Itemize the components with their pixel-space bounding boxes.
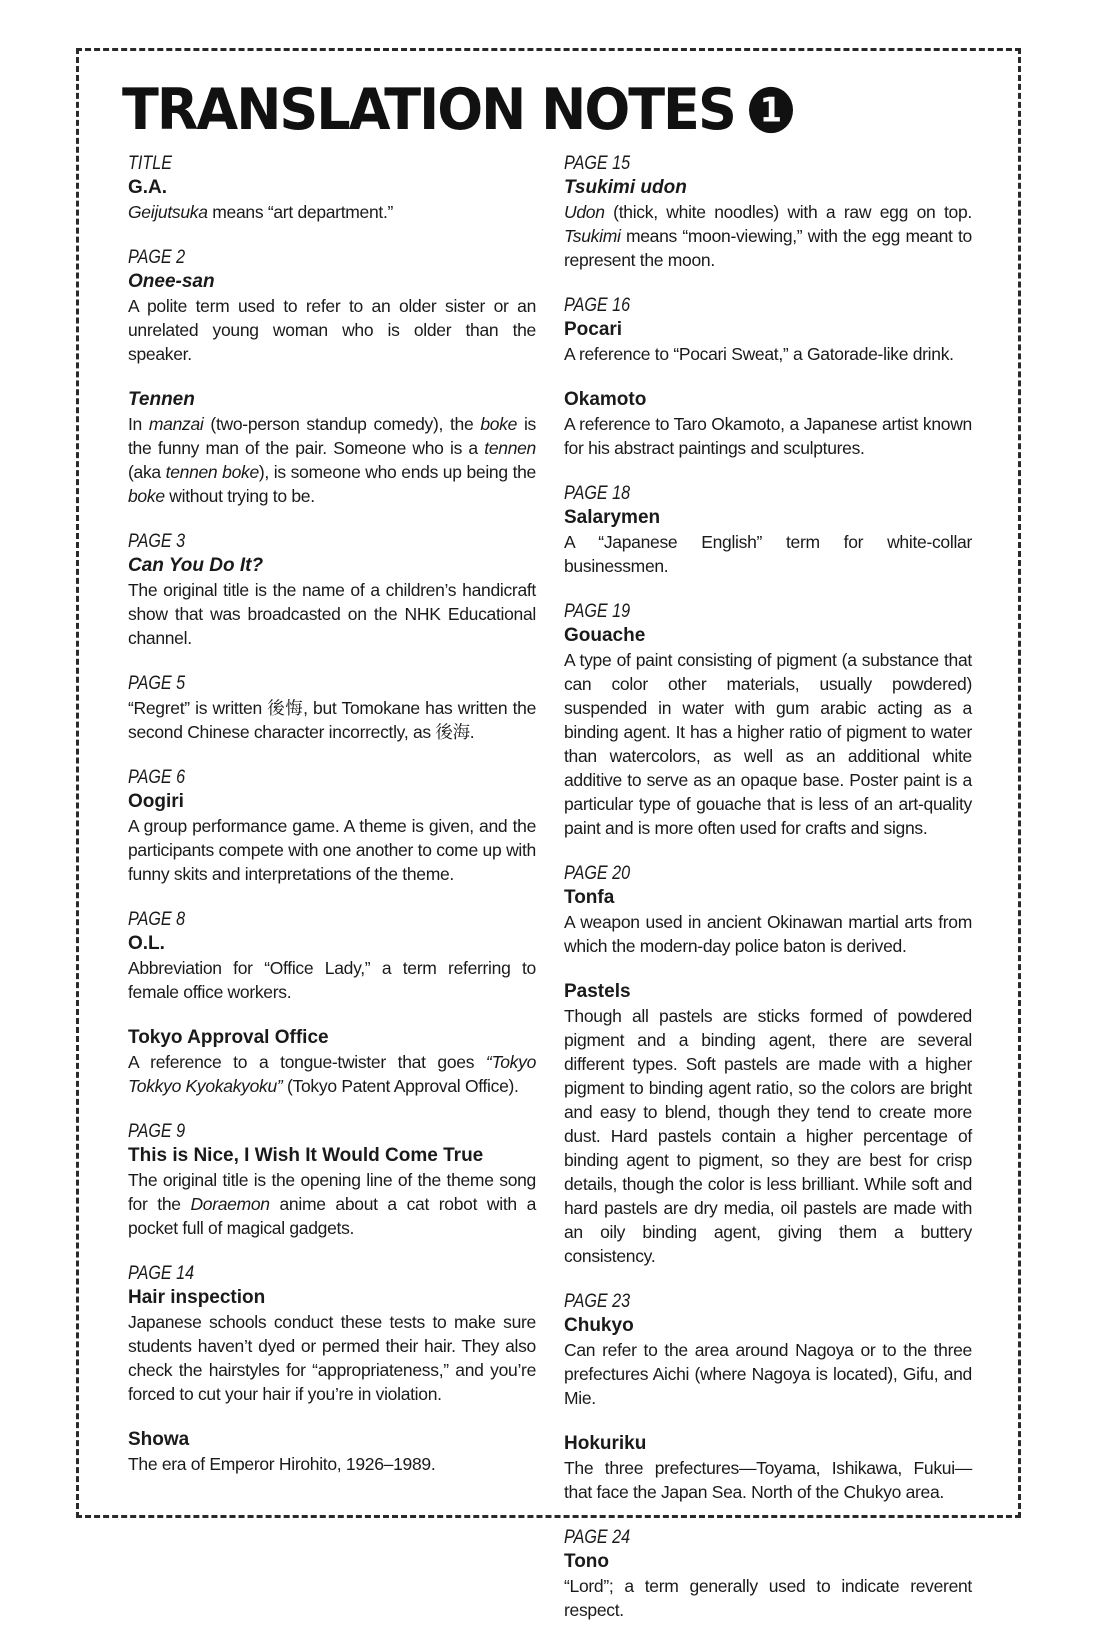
note-term: Salarymen (564, 507, 661, 528)
note-definition (564, 1338, 972, 1410)
note-entry (564, 600, 972, 840)
right-column (564, 152, 972, 1644)
definition-text: without trying to be. (164, 486, 315, 506)
note-term: O.L. (128, 933, 165, 954)
note-definition (128, 1168, 536, 1240)
definition-text: ), is someone who ends up being the (258, 462, 536, 482)
note-term: Tsukimi udon (564, 177, 687, 198)
note-term: Hair inspection (128, 1287, 266, 1308)
definition-text: means “moon-viewing,” with the egg meant to represent the moon. (564, 226, 972, 270)
page-reference: PAGE 19 (564, 601, 631, 622)
note-entry (128, 908, 536, 1004)
note-entry (564, 862, 972, 958)
definition-text: The era of Emperor Hirohito, 1926–1989. (128, 1454, 436, 1474)
definition-text: Japanese schools conduct these tests to make sure students haven’t dyed or permed their hair. They also check the hairstyles for “appropriateness,” and you’re forced to cut your hair if you’re in violation. (128, 1312, 536, 1404)
note-definition (128, 1050, 536, 1098)
note-entry (128, 672, 536, 744)
note-entry (564, 980, 972, 1268)
note-definition (564, 648, 972, 840)
note-definition (564, 1574, 972, 1622)
definition-italic-text: Doraemon (190, 1194, 270, 1214)
note-term: Hokuriku (564, 1433, 647, 1454)
definition-italic-text: tennen boke (165, 462, 259, 482)
definition-italic-text: Udon (564, 202, 605, 222)
page-reference: PAGE 24 (564, 1527, 631, 1548)
definition-text: “Regret” is written 後悔, but Tomokane has written the second Chinese character incorrectly, as 後海. (128, 698, 536, 742)
note-definition (128, 578, 536, 650)
note-definition (564, 342, 972, 366)
note-entry (564, 1290, 972, 1410)
note-definition (128, 814, 536, 886)
note-definition (564, 412, 972, 460)
title-text: TRANSLATION NOTES (122, 76, 735, 143)
note-definition (128, 696, 536, 744)
note-entry (564, 152, 972, 272)
page-reference: PAGE 5 (128, 673, 186, 694)
note-entry (564, 482, 972, 578)
definition-text: Though all pastels are sticks formed of powdered pigment and a binding agent, there are several different types. Soft pastels are made with a higher pigment to binding agent ratio, so the colors are bright and easy to blend, though they tend to create more dust. Hard pastels contain a higher percentage of binding agent to pigment, so they are best for crisp details, though the color is less brilliant. While soft and hard pastels are dry media, oil pastels are made with an oily binding agent, giving them a buttery consistency. (564, 1006, 972, 1266)
definition-text: Can refer to the area around Nagoya or to the three prefectures Aichi (where Nagoya is located), Gifu, and Mie. (564, 1340, 972, 1408)
note-definition (128, 1310, 536, 1406)
page-reference: PAGE 8 (128, 909, 186, 930)
note-term: Onee-san (128, 271, 215, 292)
note-definition (564, 1456, 972, 1504)
note-entry (128, 1262, 536, 1406)
definition-text: (thick, white noodles) with a raw egg on top. (604, 202, 972, 222)
note-term: Chukyo (564, 1315, 634, 1336)
definition-italic-text: boke (480, 414, 518, 434)
note-entry (564, 388, 972, 460)
definition-text: (two-person standup comedy), the (203, 414, 481, 434)
note-term: Oogiri (128, 791, 184, 812)
note-term: Tono (564, 1551, 610, 1572)
page-reference: PAGE 18 (564, 483, 631, 504)
definition-italic-text: “Tokyo Tokkyo Kyokakyoku” (128, 1052, 536, 1096)
definition-text: (Tokyo Patent Approval Office). (282, 1076, 519, 1096)
note-entry (128, 246, 536, 366)
page-reference: PAGE 3 (128, 531, 186, 552)
note-entry (128, 530, 536, 650)
note-entry (128, 1120, 536, 1240)
definition-text: means “art department.” (207, 202, 394, 222)
note-term: Can You Do It? (128, 555, 264, 576)
definition-text: is the funny man of the pair. Someone who is a (128, 414, 537, 458)
note-entry (564, 1432, 972, 1504)
page-reference: PAGE 16 (564, 295, 631, 316)
note-term: Tokyo Approval Office (128, 1027, 329, 1048)
definition-text: A reference to “Pocari Sweat,” a Gatorade-like drink. (564, 344, 954, 364)
note-definition (564, 200, 972, 272)
definition-text: The three prefectures—Toyama, Ishikawa, Fukui—that face the Japan Sea. North of the Chukyo area. (564, 1458, 972, 1502)
note-entry (564, 1526, 972, 1622)
definition-text: The original title is the opening line of the theme song for the (128, 1170, 536, 1214)
note-definition (128, 412, 536, 508)
note-definition (564, 530, 972, 578)
definition-text: In (128, 414, 149, 434)
definition-italic-text: boke (128, 486, 165, 506)
page-reference: PAGE 14 (128, 1263, 195, 1284)
definition-text: A polite term used to refer to an older sister or an unrelated young woman who is older than the speaker. (128, 296, 536, 364)
note-term: Tonfa (564, 887, 615, 908)
definition-text: “Lord”; a term generally used to indicate reverent respect. (564, 1576, 972, 1620)
note-entry (564, 294, 972, 366)
page-reference: TITLE (128, 153, 172, 174)
definition-text: A weapon used in ancient Okinawan martial arts from which the modern-day police baton is derived. (564, 912, 972, 956)
page-reference: PAGE 15 (564, 153, 631, 174)
definition-italic-text: manzai (148, 414, 204, 434)
note-entry (128, 152, 536, 224)
note-definition (564, 910, 972, 958)
note-term: G.A. (128, 177, 168, 198)
page-reference: PAGE 9 (128, 1121, 186, 1142)
note-definition (128, 200, 536, 224)
page-reference: PAGE 6 (128, 767, 186, 788)
definition-italic-text: tennen (484, 438, 536, 458)
definition-text: A type of paint consisting of pigment (a substance that can color other materials, usually powdered) suspended in water with gum arabic acting as a binding agent. It has a higher ratio of pigment to water than watercolors, as well as an additional white additive to serve as an opaque base. Poster paint is a particular type of gouache that is less of an art-quality paint and is more often used for crafts and signs. (564, 650, 972, 838)
definition-text: (aka (128, 462, 166, 482)
note-term: This is Nice, I Wish It Would Come True (128, 1145, 484, 1166)
page-reference: PAGE 20 (564, 863, 631, 884)
note-entry (128, 766, 536, 886)
note-term: Pastels (564, 981, 631, 1002)
note-term: Pocari (564, 319, 623, 340)
note-term: Gouache (564, 625, 646, 646)
note-entry (128, 388, 536, 508)
definition-text: A “Japanese English” term for white-collar businessmen. (564, 532, 972, 576)
page-reference: PAGE 2 (128, 247, 186, 268)
definition-text: The original title is the name of a children’s handicraft show that was broadcasted on the NHK Educational channel. (128, 580, 536, 648)
note-entry (128, 1026, 536, 1098)
page-reference: PAGE 23 (564, 1291, 631, 1312)
note-term: Tennen (128, 389, 195, 410)
definition-italic-text: Tsukimi (564, 226, 621, 246)
note-definition (128, 294, 536, 366)
page-title (122, 76, 793, 142)
definition-text: A reference to Taro Okamoto, a Japanese artist known for his abstract paintings and sculptures. (564, 414, 972, 458)
definition-text: A group performance game. A theme is given, and the participants compete with one another to come up with funny skits and interpretations of the theme. (128, 816, 536, 884)
title-number-badge: 1 (749, 86, 793, 132)
definition-text: Abbreviation for “Office Lady,” a term referring to female office workers. (128, 958, 536, 1002)
note-term: Showa (128, 1429, 190, 1450)
note-term: Okamoto (564, 389, 647, 410)
definition-text: A reference to a tongue-twister that goes (128, 1052, 486, 1072)
definition-italic-text: Geijutsuka (128, 202, 208, 222)
note-definition (128, 956, 536, 1004)
note-entry (128, 1428, 536, 1476)
left-column (128, 152, 536, 1498)
note-definition (128, 1452, 536, 1476)
note-definition (564, 1004, 972, 1268)
definition-text: anime about a cat robot with a pocket full of magical gadgets. (128, 1194, 536, 1238)
